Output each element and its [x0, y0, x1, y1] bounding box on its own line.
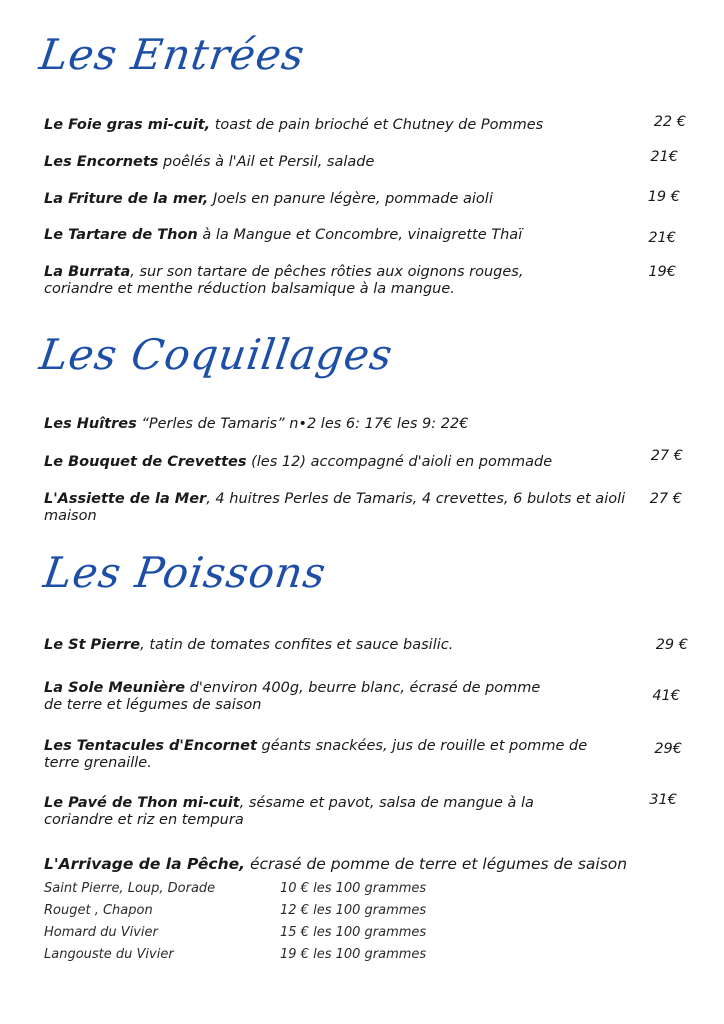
item-price: 27 €	[650, 448, 683, 464]
menu-item	[44, 227, 634, 244]
item-price: 21€	[648, 230, 676, 246]
item-desc: d'environ 400g, beurre blanc, écrasé de pomme de terre et légumes de saison	[44, 680, 541, 713]
catch-price: 10 € les 100 grammes	[280, 881, 427, 896]
menu-item	[44, 416, 634, 433]
item-price: 22 €	[653, 114, 686, 130]
menu-item	[44, 454, 634, 471]
menu-item	[44, 795, 574, 829]
item-desc: à la Mangue et Concombre, vinaigrette Thaï	[197, 227, 523, 243]
item-desc: , sur son tartare de pêches rôties aux oignons rouges, coriandre et menthe réduction balsamique à la mangue.	[44, 264, 524, 297]
catch-price: 15 € les 100 grammes	[280, 925, 427, 940]
item-desc: “Perles de Tamaris” n•2 les 6: 17€ les 9: 22€	[136, 416, 469, 432]
item-price: 19€	[648, 264, 676, 280]
item-price: 19 €	[647, 189, 680, 205]
menu-item	[44, 191, 634, 208]
arrivage-heading	[44, 855, 627, 873]
menu-item	[44, 117, 634, 134]
item-price: 29 €	[655, 637, 688, 653]
item-name: La Friture de la mer,	[44, 191, 209, 207]
catch-row	[44, 925, 426, 940]
item-desc: , tatin de tomates confites et sauce basilic.	[140, 637, 454, 653]
menu-item	[44, 738, 604, 772]
item-price: 41€	[652, 688, 680, 704]
item-name: Le Tartare de Thon	[44, 227, 198, 243]
item-name: Les Encornets	[44, 154, 159, 170]
catch-price: 19 € les 100 grammes	[280, 947, 427, 962]
section-title-poissons: Les Poissons	[40, 548, 330, 597]
item-name: La Burrata	[44, 264, 131, 280]
item-price: 27 €	[649, 491, 682, 507]
catch-fish: Homard du Vivier	[44, 925, 158, 940]
item-price: 31€	[649, 792, 677, 808]
item-name: La Sole Meunière	[44, 680, 186, 696]
item-name: Le Foie gras mi-cuit,	[44, 117, 211, 133]
item-name: Le Bouquet de Crevettes	[44, 454, 247, 470]
item-name: Les Tentacules d'Encornet	[44, 738, 257, 754]
item-price: 29€	[654, 741, 682, 757]
catch-fish: Rouget , Chapon	[44, 903, 153, 918]
item-desc: géants snackées, jus de rouille et pomme de terre grenaille.	[44, 738, 588, 771]
menu-item	[44, 264, 584, 298]
item-desc: poêlés à l'Ail et Persil, salade	[158, 154, 375, 170]
item-desc: Joels en panure légère, pommade aioli	[208, 191, 493, 207]
arrivage-desc: écrasé de pomme de terre et légumes de saison	[245, 855, 628, 873]
catch-row	[44, 881, 426, 896]
arrivage-name: L'Arrivage de la Pêche,	[44, 855, 246, 873]
section-title-entrees: Les Entrées	[36, 30, 309, 79]
item-name: Le St Pierre	[44, 637, 141, 653]
item-desc: (les 12) accompagné d'aioli en pommade	[246, 454, 553, 470]
item-name: Les Huîtres	[44, 416, 137, 432]
menu-item	[44, 491, 630, 525]
catch-row	[44, 903, 426, 918]
item-desc: , 4 huitres Perles de Tamaris, 4 crevettes, 6 bulots et aioli maison	[44, 491, 626, 524]
catch-fish: Langouste du Vivier	[44, 947, 174, 962]
catch-price: 12 € les 100 grammes	[280, 903, 427, 918]
menu-item	[44, 680, 544, 714]
item-price: 21€	[650, 149, 678, 165]
item-name: L'Assiette de la Mer	[44, 491, 207, 507]
section-title-coquillages: Les Coquillages	[36, 330, 397, 379]
catch-fish: Saint Pierre, Loup, Dorade	[44, 881, 216, 896]
item-desc: toast de pain brioché et Chutney de Pommes	[210, 117, 544, 133]
item-desc: , sésame et pavot, salsa de mangue à la coriandre et riz en tempura	[44, 795, 534, 828]
item-name: Le Pavé de Thon mi-cuit	[44, 795, 240, 811]
catch-row	[44, 947, 426, 962]
menu-item	[44, 637, 634, 654]
menu-item	[44, 154, 634, 171]
